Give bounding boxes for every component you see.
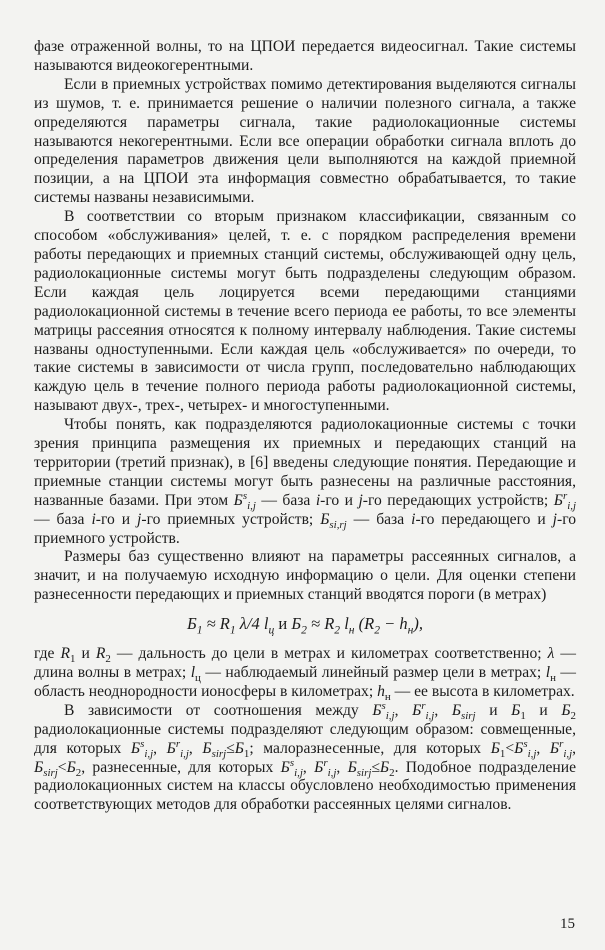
paragraph-3: В соответствии со вторым признаком классификации, связанным со способом «обслуживания» целей, т. е. с порядком распределения времени работы передающих и приемных станций системы, обслуживающей одну цель, радиолокационные системы могут быть подразделены следующим образом. Если каждая цель лоцируется всеми передающими станциями радиолокационной системы в течение всего периода ее работы, то все элементы матрицы рассеяния относятся к полному интервалу наблюдения. Такие системы названы одноступенными. Если каждая цель «обслуживается» по очереди, то такие системы в зависимости от числа групп, последовательно наблюдающих каждую цель в течение полного периода работы радиолокационной системы, называют двух-, трех-, четырех- и многоступенными. (34, 208, 576, 415)
paragraph-2: Если в приемных устройствах помимо детектирования выделяются сигналы из шумов, т. е. принимается решение о наличии полезного сигнала, а также определяются параметры сигнала, такие радиолокационные системы называются некогерентными. Если все операции обработки сигнала вплоть до определения параметров движения цели выполняются на каждой приемной позиции, а на ЦПОИ эта информация совместно обрабатывается, то такие системы названы независимыми. (34, 75, 576, 207)
paragraph-1: фазе отраженной волны, то на ЦПОИ передается видеосигнал. Такие системы называются видеокогерентными. (34, 38, 576, 74)
paragraph-7: В зависимости от соотношения между $Б^s_{i,j}$, $Б^r_{i,j}$, $Б_{sirj}$ и $Б_1$ и $Б_2$ радиолокационные системы подразделяют следующим образом: совмещенные, для которых $Б^s_{i,j}$, $Б^r_{i,j}$, $Б_{sirj}\le Б_1$; малоразнесенные, для которых $Б_1<Б^s_{i,j}$, $Б^r_{i,j}$, $Б_{sirj}<Б_2$, разнесенные, для которых $Б^s_{i,j}$, $Б^r_{i,j}$, $Б_{sirj}\le Б_2$. Подобное подразделение радиолокационных систем на классы обусловлено необходимостью применения соответствующих методов для обработки рассеянных целями сигналов. (34, 699, 577, 814)
paragraph-5: Размеры баз существенно влияют на параметры рассеянных сигналов, а значит, и на получаемую исходную информацию о цели. Для оценки степени разнесенности передающих и приемных станций вводятся пороги (в метрах) (34, 548, 576, 604)
paragraph-6: где $R_1$ и $R_2$ — дальность до цели в метрах и километрах соответственно; λ — длина волны в метрах; $l_ц$ — наблюдаемый линейный размер цели в метрах; $l_н$ — область неоднородности ионосферы в километрах; $h_н$ — ее высота в километрах. (34, 645, 576, 704)
page-number: 15 (560, 916, 575, 932)
threshold-formula: $Б_1 \approx R_1$ λ/4 $l_ц$ и $Б_2 \approx R_2$ $l_н$ $(R_2 - h_н)$, (186, 614, 423, 637)
paragraph-4: Чтобы понять, как подразделяются радиолокационные системы с точки зрения принципа размещения их приемных и передающих станций на территории (третий признак), в [6] введены следующие понятия. Передающие и приемные станции системы могут быть разнесены на различные расстояния, названные базами. При этом $Б^s_{i,j}$ — база i-го и j-го передающих устройств; $Б^r_{i,j}$ — база i-го и j-го приемных устройств; $Б_{si,rj}$ — база i-го передающего и j-го приемного устройств. (34, 416, 576, 547)
page-body (34, 38, 576, 815)
